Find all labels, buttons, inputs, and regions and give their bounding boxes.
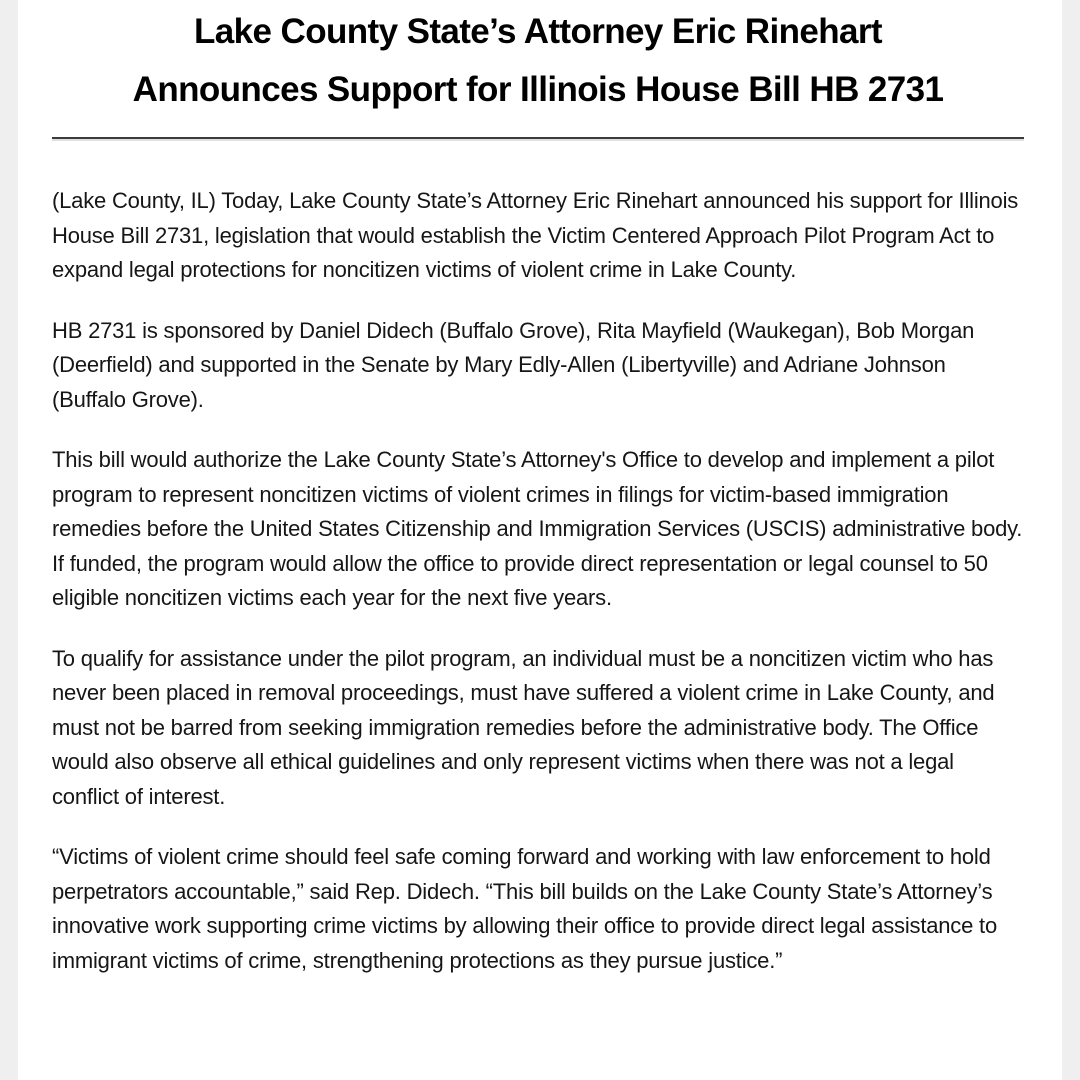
paragraph-bill-details: This bill would authorize the Lake County State’s Attorney's Office to develop and implement a pilot program to represent noncitizen victims of violent crimes in filings for victim-based immigration remedies before the United States Citizenship and Immigration Services (USCIS) administrative body. If funded, the program would allow the office to provide direct representation or legal counsel to 50 eligible noncitizen victims each year for the next five years. [52, 447, 1023, 610]
paragraph-didech-quote: “Victims of violent crime should feel safe coming forward and working with law enforcement to hold perpetrators accountable,” said Rep. Didech. “This bill builds on the Lake County State’s Attorney’s innovative work supporting crime victims by allowing their office to provide direct legal assistance to immigrant victims of crime, strengthening protections as they pursue justice.” [52, 844, 997, 973]
paragraph-sponsors: HB 2731 is sponsored by Daniel Didech (Buffalo Grove), Rita Mayfield (Waukegan), Bob Morgan (Deerfield) and supported in the Senate by Mary Edly-Allen (Libertyville) and Adriane Johnson (Buffalo Grove). [52, 317, 975, 412]
article-content [52, 0, 1024, 978]
right-margin-strip [1062, 0, 1080, 1080]
title-divider [52, 137, 1024, 139]
article-body [52, 184, 1024, 978]
article-title [52, 0, 1024, 119]
title-line-2: Announces Support for Illinois House Bill HB 2731 [132, 70, 944, 109]
paragraph-eligibility: To qualify for assistance under the pilot program, an individual must be a noncitizen victim who has never been placed in removal proceedings, must have suffered a violent crime in Lake County, and must not be barred from seeking immigration remedies before the administrative body. The Office would also observe all ethical guidelines and only represent victims when there was not a legal conflict of interest. [52, 645, 995, 809]
title-line-1: Lake County State’s Attorney Eric Rinehart [194, 12, 882, 51]
paragraph-announcement: (Lake County, IL) Today, Lake County State’s Attorney Eric Rinehart announced his support for Illinois House Bill 2731, legislation that would establish the Victim Centered Approach Pilot Program Act to expand legal protections for noncitizen victims of violent crime in Lake County. [52, 188, 1019, 282]
left-margin-strip [0, 0, 18, 1080]
